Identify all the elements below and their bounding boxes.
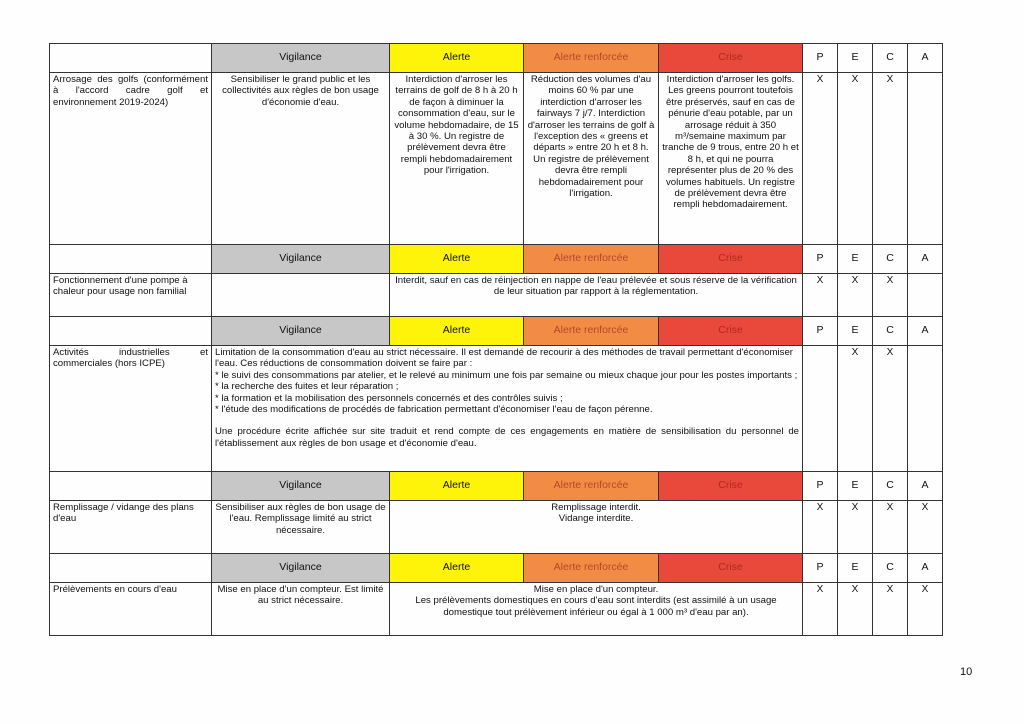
mark-e: X xyxy=(838,73,873,245)
header-p: P xyxy=(803,44,838,73)
measure-alerte-to-crise xyxy=(390,583,803,636)
header-c: C xyxy=(873,245,908,274)
mark-a-empty xyxy=(908,346,943,472)
alerte-measure: Interdiction d'arroser les terrains de golf de 8 h à 20 h de façon à diminuer la consommation d'eau, sur le volume hebdomadaire, de 15 à 30 %. Un registre de prélèvement devra être rempli hebdomadairement pour l'irrigation. xyxy=(390,73,524,245)
mark-a: X xyxy=(908,501,943,554)
usage-label: Prélèvements en cours d'eau xyxy=(50,583,212,636)
header-e: E xyxy=(838,317,873,346)
measure-line: Mise en place d'un compteur. xyxy=(533,584,659,595)
header-alerte: Alerte xyxy=(390,245,524,274)
mark-p: X xyxy=(803,73,838,245)
measure-alerte-to-crise: Interdit, sauf en cas de réinjection en nappe de l'eau prélevée et sous réserve de la vérification de leur situation par rapport à la réglementation. xyxy=(390,274,803,317)
mark-p: X xyxy=(803,501,838,554)
header-c: C xyxy=(873,554,908,583)
usage-label: Arrosage des golfs (conformément à l'accord cadre golf et environnement 2019-2024) xyxy=(50,73,212,245)
header-alerte-renforcee: Alerte renforcée xyxy=(524,44,659,73)
header-a: A xyxy=(908,554,943,583)
header-p: P xyxy=(803,554,838,583)
header-a: A xyxy=(908,245,943,274)
header-crise: Crise xyxy=(659,44,803,73)
vigilance-measure: Sensibiliser le grand public et les collectivités aux règles de bon usage d'économie d'eau. xyxy=(212,73,390,245)
header-crise: Crise xyxy=(659,554,803,583)
header-crise: Crise xyxy=(659,472,803,501)
measure-all-levels xyxy=(212,346,803,472)
header-blank xyxy=(50,245,212,274)
measure-bullet: * la formation et la mobilisation des personnels concernés et des contrôles suivis ; xyxy=(215,392,563,404)
header-e: E xyxy=(838,245,873,274)
measure-bullet: * l'étude des modifications de procédés de fabrication permettant d'économiser l'eau de façon pérenne. xyxy=(215,404,653,416)
measure-procedure: Une procédure écrite affichée sur site traduit et rend compte de ces engagements en matière de sensibilisation du personnel de l'établissement aux règles de bon usage et d'économie d'eau. xyxy=(215,426,799,449)
measure-line: Remplissage interdit. xyxy=(551,502,641,513)
usage-label: Remplissage / vidange des plans d'eau xyxy=(50,501,212,554)
mark-a-empty xyxy=(908,73,943,245)
mark-p: X xyxy=(803,583,838,636)
header-blank xyxy=(50,317,212,346)
measure-bullet: * le suivi des consommations par atelier, et le relevé au minimum une fois par semaine ou mieux chaque jour pour les postes importants ; xyxy=(215,369,798,381)
header-row xyxy=(50,44,943,73)
mark-e: X xyxy=(838,274,873,317)
header-a: A xyxy=(908,472,943,501)
header-e: E xyxy=(838,44,873,73)
row-pompe xyxy=(50,274,943,317)
header-vigilance: Vigilance xyxy=(212,554,390,583)
measure-line: Vidange interdite. xyxy=(558,513,634,525)
header-c: C xyxy=(873,317,908,346)
header-row xyxy=(50,245,943,274)
mark-e: X xyxy=(838,583,873,636)
header-p: P xyxy=(803,317,838,346)
header-p: P xyxy=(803,472,838,501)
row-industrie xyxy=(50,346,943,472)
header-blank xyxy=(50,44,212,73)
header-alerte: Alerte xyxy=(390,44,524,73)
header-row xyxy=(50,472,943,501)
header-alerte-renforcee: Alerte renforcée xyxy=(524,472,659,501)
measure-alerte-to-crise xyxy=(390,501,803,554)
mark-p-empty xyxy=(803,346,838,472)
usage-label: Fonctionnement d'une pompe à chaleur pour usage non familial xyxy=(50,274,212,317)
header-alerte-renforcee: Alerte renforcée xyxy=(524,554,659,583)
header-c: C xyxy=(873,472,908,501)
header-row xyxy=(50,317,943,346)
header-p: P xyxy=(803,245,838,274)
mark-c: X xyxy=(873,583,908,636)
vigilance-measure-empty xyxy=(212,274,390,317)
header-alerte: Alerte xyxy=(390,472,524,501)
header-crise: Crise xyxy=(659,317,803,346)
header-alerte: Alerte xyxy=(390,554,524,583)
restriction-table xyxy=(49,43,943,636)
mark-c: X xyxy=(873,501,908,554)
measure-bullet: * la recherche des fuites et leur réparation ; xyxy=(215,381,399,393)
mark-p: X xyxy=(803,274,838,317)
mark-c: X xyxy=(873,346,908,472)
measure-intro: Limitation de la consommation d'eau au strict nécessaire. Il est demandé de recourir à des méthodes de travail permettant d'économiser l'eau. Ces réductions de consommation doivent se faire par : xyxy=(215,347,793,370)
row-prelevements xyxy=(50,583,943,636)
vigilance-measure: Sensibiliser aux règles de bon usage de l'eau. Remplissage limité au strict nécessaire. xyxy=(212,501,390,554)
mark-e: X xyxy=(838,346,873,472)
header-blank xyxy=(50,554,212,583)
header-blank xyxy=(50,472,212,501)
page-number: 10 xyxy=(960,666,973,678)
mark-a-empty xyxy=(908,274,943,317)
mark-c: X xyxy=(873,73,908,245)
header-crise: Crise xyxy=(659,245,803,274)
header-a: A xyxy=(908,44,943,73)
header-vigilance: Vigilance xyxy=(212,245,390,274)
header-vigilance: Vigilance xyxy=(212,317,390,346)
header-row xyxy=(50,554,943,583)
header-c: C xyxy=(873,44,908,73)
mark-a: X xyxy=(908,583,943,636)
vigilance-measure: Mise en place d'un compteur. Est limité au strict nécessaire. xyxy=(212,583,390,636)
measure-line: Les prélèvements domestiques en cours d'eau sont interdits (est assimilé à un usage domestique tout prélèvement inférieur ou égal à 1 000 m³ d'eau par an). xyxy=(415,595,777,618)
header-vigilance: Vigilance xyxy=(212,472,390,501)
header-alerte: Alerte xyxy=(390,317,524,346)
row-plans-eau xyxy=(50,501,943,554)
header-e: E xyxy=(838,472,873,501)
mark-c: X xyxy=(873,274,908,317)
row-golf xyxy=(50,73,943,245)
header-vigilance: Vigilance xyxy=(212,44,390,73)
crise-measure: Interdiction d'arroser les golfs. Les greens pourront toutefois être préservés, sauf en cas de pénurie d'eau potable, par un arrosage réduit à 350 m³/semaine maximum par tranche de 9 trous, entre 20 h et 8 h, et qui ne pourra représenter plus de 20 % des volumes habituels. Un registre de prélèvement devra être rempli hebdomadairement. xyxy=(659,73,803,245)
header-alerte-renforcee: Alerte renforcée xyxy=(524,245,659,274)
header-e: E xyxy=(838,554,873,583)
header-a: A xyxy=(908,317,943,346)
alerte-renforcee-measure: Réduction des volumes d'au moins 60 % par une interdiction d'arroser les fairways 7 j/7. Interdiction d'arroser les terrains de golf à l'exception des « greens et départs » entre 20 h et 8 h. Un registre de prélèvement devra être rempli hebdomadairement pour l'irrigation. xyxy=(524,73,659,245)
usage-label: Activités industrielles et commerciales (hors ICPE) xyxy=(50,346,212,472)
mark-e: X xyxy=(838,501,873,554)
header-alerte-renforcee: Alerte renforcée xyxy=(524,317,659,346)
